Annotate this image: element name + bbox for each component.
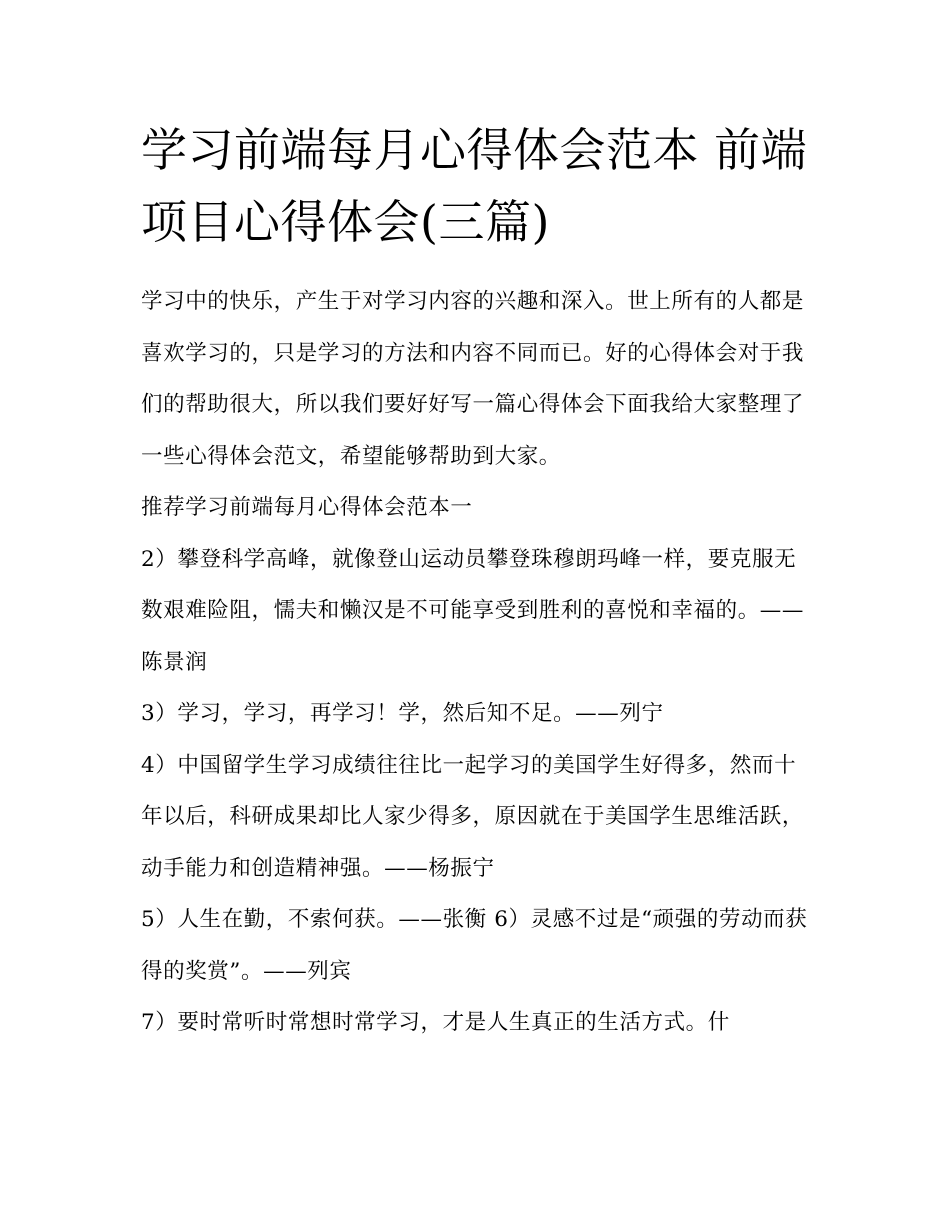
intro-paragraph: 学习中的快乐，产生于对学习内容的兴趣和深入。世上所有的人都是喜欢学习的，只是学习的方法和内容不同而已。好的心得体会对于我们的帮助很大，所以我们要好好写一篇心得体会下面我给大家整理了一些心得体会范文，希望能够帮助到大家。 <box>141 289 805 469</box>
quote-paragraph: 3）学习，学习，再学习！学，然后知不足。——列宁 <box>141 701 664 726</box>
document-body <box>141 276 813 1049</box>
quote-paragraph: 7）要时常听时常想时常学习，才是人生真正的生活方式。什 <box>141 1010 730 1035</box>
quote-paragraph: 5）人生在勤，不索何获。——张衡 6）灵感不过是“顽强的劳动而获得的奖赏”。——列宾 <box>141 907 808 984</box>
document-title: 学习前端每月心得体会范本 前端项目心得体会(三篇) <box>141 123 808 249</box>
quote-paragraph: 4）中国留学生学习成绩往往比一起学习的美国学生好得多，然而十年以后，科研成果却比人家少得多，原因就在于美国学生思维活跃，动手能力和创造精神强。——杨振宁 <box>141 752 805 881</box>
quote-paragraph: 2）攀登科学高峰，就像登山运动员攀登珠穆朗玛峰一样，要克服无数艰难险阻，懦夫和懒汉是不可能享受到胜利的喜悦和幸福的。——陈景润 <box>141 546 805 675</box>
section-heading: 推荐学习前端每月心得体会范本一 <box>141 495 473 520</box>
